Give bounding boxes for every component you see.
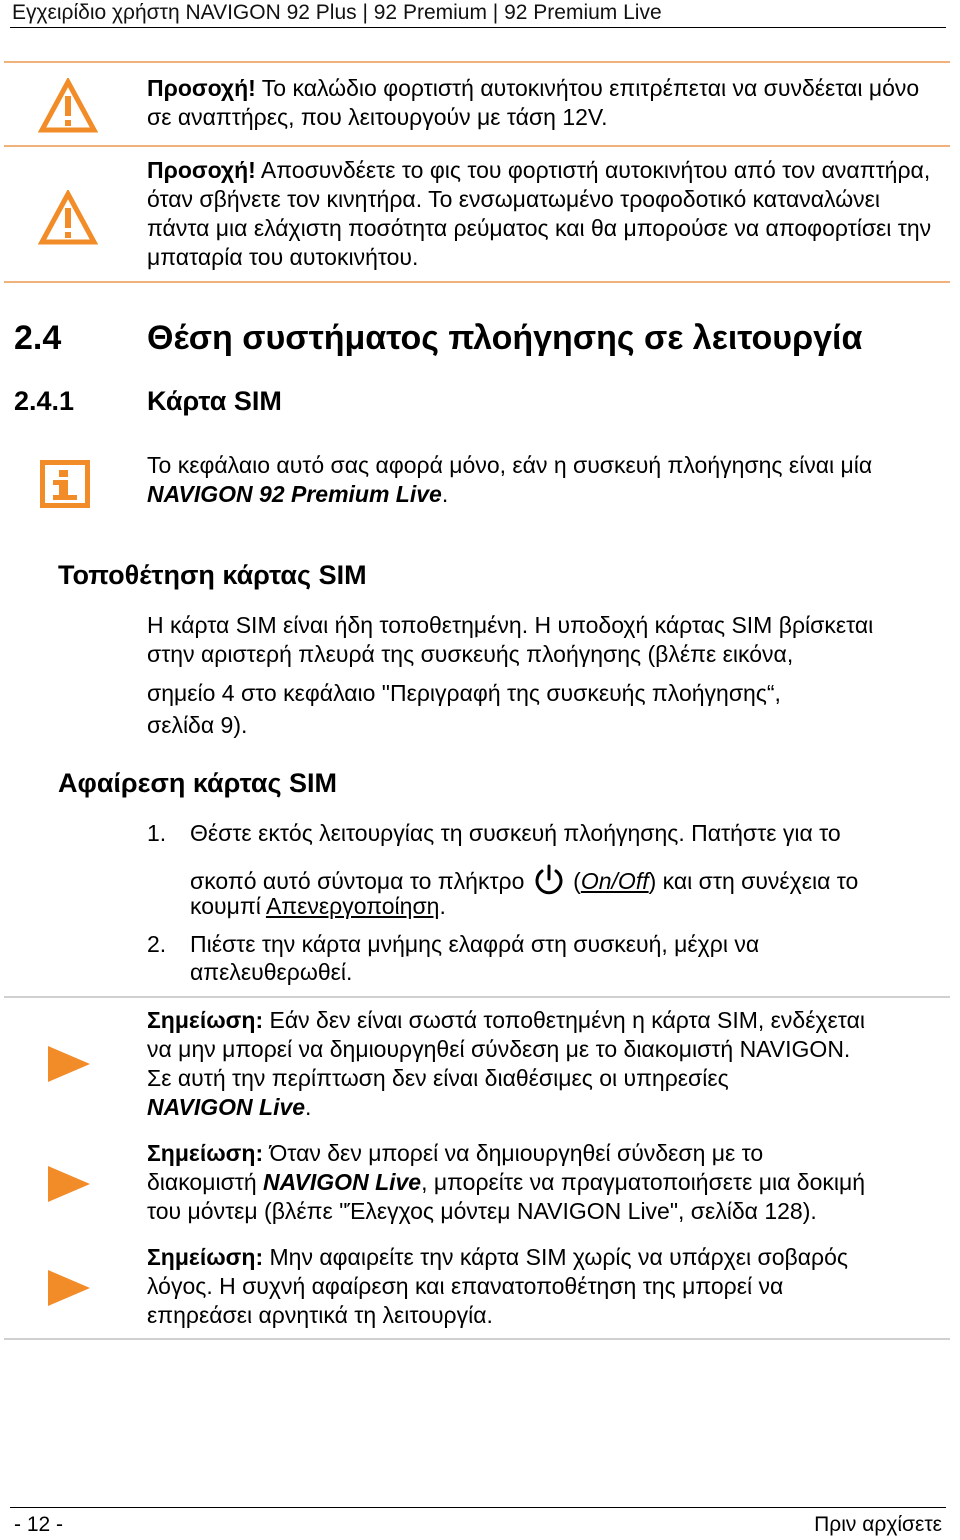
step-2-line-1: Πιέστε την κάρτα μνήμης ελαφρά στη συσκευή, μέχρι να: [190, 931, 760, 957]
warning-label: Προσοχή!: [147, 157, 256, 183]
header-rule: [10, 27, 946, 28]
note-1: [147, 1006, 947, 1122]
footer-rule: [10, 1507, 946, 1508]
note-text: Εάν δεν είναι σωστά τοποθετημένη η κάρτα SIM, ενδέχεται: [263, 1007, 865, 1033]
product-name: NAVIGON 92 Premium Live: [147, 481, 442, 507]
note-text: Σε αυτή την περίπτωση δεν είναι διαθέσιμες οι υπηρεσίες: [147, 1065, 729, 1091]
subsection-number: 2.4.1: [14, 386, 75, 416]
step-1-text: ) και στη συνέχεια το: [648, 868, 859, 894]
product-name: NAVIGON Live: [147, 1094, 306, 1120]
warning-top-rule: [4, 61, 950, 63]
product-name: NAVIGON Live: [263, 1169, 422, 1195]
warning-divider-rule: [4, 145, 950, 147]
insert-line-3: σημείο 4 στο κεφάλαιο "Περιγραφή της συσκευής πλοήγησης“,: [147, 680, 781, 706]
note-text: διακομιστή: [147, 1169, 264, 1195]
note-arrow-icon: [48, 1046, 90, 1082]
warning-body: Αποσυνδέετε το φις του φορτιστή αυτοκινήτου από τον αναπτήρα, όταν σβήνετε τον κινητήρα. Το ενσωματωμένο τροφοδοτικό καταναλώνει πάντα μια ελάχιστη ποσότητα ρεύματος και θα μπορούσε να αποφορτίσει την μπαταρία του αυτοκινήτου.: [147, 157, 932, 270]
note-2: [147, 1139, 947, 1226]
step-1-line-3: [190, 892, 446, 921]
info-text: [147, 451, 947, 509]
warning-text-1: [147, 74, 947, 132]
note-text: .: [305, 1094, 312, 1120]
note-text: επηρεάσει αρνητικά τη λειτουργία.: [147, 1302, 493, 1328]
deactivate-link[interactable]: Απενεργοποίηση: [265, 893, 440, 919]
warning-bottom-rule: [4, 281, 950, 283]
info-icon: [40, 460, 90, 508]
step-1-line-1: Θέστε εκτός λειτουργίας τη συσκευή πλοήγησης. Πατήστε για το: [190, 820, 841, 846]
note-label: Σημείωση:: [147, 1007, 264, 1033]
note-label: Σημείωση:: [147, 1140, 264, 1166]
step-1-paren: (: [566, 868, 581, 894]
note-text: Μην αφαιρείτε την κάρτα SIM χωρίς να υπάρχει σοβαρός: [263, 1244, 848, 1270]
note-3: [147, 1243, 947, 1330]
notes-top-rule: [4, 996, 950, 998]
step-number: 2.: [147, 931, 167, 957]
subsection-title: Κάρτα SIM: [147, 386, 282, 416]
note-text: , μπορείτε να πραγματοποιήσετε μια δοκιμή: [421, 1169, 866, 1195]
insert-line-4: σελίδα 9).: [147, 712, 248, 738]
note-text: του μόντεμ (βλέπε "Έλεγχος μόντεμ NAVIGON Live", σελίδα 128).: [147, 1198, 817, 1224]
section-number: 2.4: [14, 319, 62, 357]
warning-triangle-icon: [38, 190, 98, 246]
on-off-link[interactable]: On/Off: [580, 868, 649, 894]
insert-heading: Τοποθέτηση κάρτας SIM: [58, 560, 367, 590]
info-body: Το κεφάλαιο αυτό σας αφορά μόνο, εάν η συσκευή πλοήγησης είναι μία: [147, 452, 873, 478]
info-end: .: [441, 481, 449, 507]
remove-heading: Αφαίρεση κάρτας SIM: [58, 768, 338, 798]
insert-line-1: Η κάρτα SIM είναι ήδη τοποθετημένη. Η υποδοχή κάρτας SIM βρίσκεται: [147, 612, 874, 638]
chapter-name: Πριν αρχίσετε: [814, 1513, 942, 1536]
warning-triangle-icon: [38, 78, 98, 134]
note-text: Όταν δεν μπορεί να δημιουργηθεί σύνδεση με το: [263, 1140, 764, 1166]
step-1-text: σκοπό αυτό σύντομα το πλήκτρο: [190, 868, 531, 894]
warning-label: Προσοχή!: [147, 75, 256, 101]
step-number: 1.: [147, 820, 167, 846]
step-1-text: κουμπί: [190, 893, 266, 919]
page-number: - 12 -: [14, 1513, 64, 1536]
section-title: Θέση συστήματος πλοήγησης σε λειτουργία: [147, 319, 863, 357]
note-label: Σημείωση:: [147, 1244, 264, 1270]
note-text: λόγος. Η συχνή αφαίρεση και επανατοποθέτηση της μπορεί να: [147, 1273, 784, 1299]
note-text: να μην μπορεί να δημιουργηθεί σύνδεση με το διακομιστή NAVIGON.: [147, 1036, 851, 1062]
note-arrow-icon: [48, 1270, 90, 1306]
notes-bottom-rule: [4, 1338, 950, 1340]
page-header-title: Εγχειρίδιο χρήστη NAVIGON 92 Plus | 92 Premium | 92 Premium Live: [12, 1, 662, 24]
warning-text-2: [147, 156, 937, 272]
step-1-text: .: [439, 893, 446, 919]
insert-line-2: στην αριστερή πλευρά της συσκευής πλοήγησης (βλέπε εικόνα,: [147, 641, 794, 667]
warning-body: Το καλώδιο φορτιστή αυτοκινήτου επιτρέπεται να συνδέεται μόνο σε αναπτήρες, που λειτουργούν με τάση 12V.: [147, 75, 920, 130]
power-icon: [531, 862, 567, 898]
note-arrow-icon: [48, 1166, 90, 1202]
step-2-line-2: απελευθερωθεί.: [190, 959, 353, 985]
